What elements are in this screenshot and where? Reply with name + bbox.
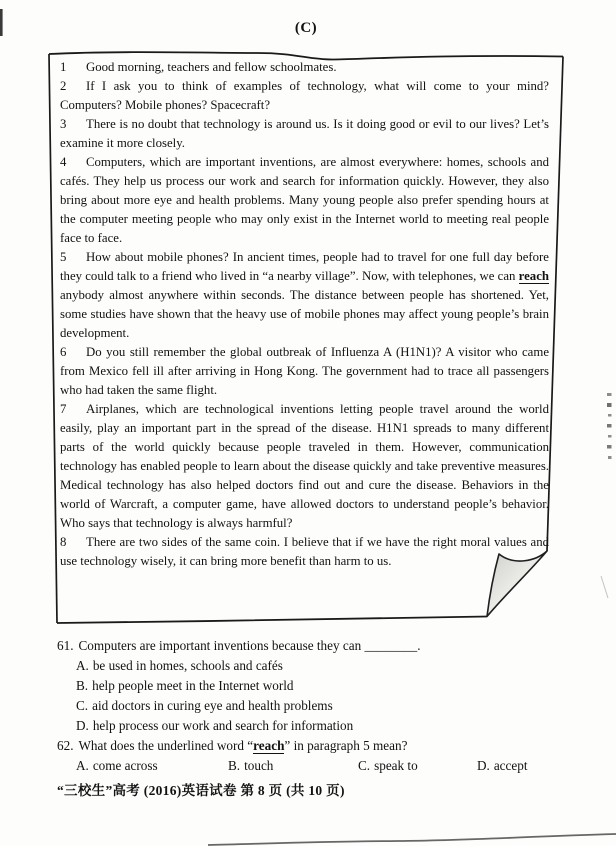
question-stem	[57, 736, 585, 756]
option-label: C.	[76, 698, 89, 713]
option-label: A.	[76, 658, 89, 673]
question-stem	[57, 636, 585, 656]
paragraph-number: 7	[60, 402, 67, 416]
option-label: D.	[477, 758, 490, 773]
passage-paragraph	[60, 58, 549, 77]
paragraph-text: Do you still remember the global outbreak of Influenza A (H1N1)? A visitor who came from Mexico fell ill after arriving in Hong Kong. The government had to trace all passengers who had taken the same flight.	[60, 345, 549, 397]
passage	[60, 58, 549, 571]
passage-paragraph	[60, 533, 549, 571]
option-text: accept	[493, 758, 528, 773]
paragraph-text: There is no doubt that technology is around us. Is it doing good or evil to our lives? Let’s examine it more closely.	[60, 117, 549, 150]
option-item	[57, 716, 585, 736]
underlined-word: reach	[518, 269, 549, 283]
option-label: C.	[358, 758, 371, 773]
paragraph-text: anybody almost anywhere within seconds. The distance between people has shortened. Yet, some studies have shown that the heavy use of mobile phones may affect young people’s brain development.	[60, 288, 549, 340]
passage-paragraph	[60, 400, 549, 533]
passage-paragraph	[60, 343, 549, 400]
paragraph-text: Computers, which are important inventions, are almost everywhere: homes, schools and cafés. They help us process our work and search for information quickly. However, they also bring about more eye and health problems. Many young people also prefer spending hours at the computer meeting people who may only exist in the Internet world to meeting real people face to face.	[60, 155, 549, 245]
option-label: D.	[76, 718, 89, 733]
paragraph-number: 6	[60, 345, 67, 359]
passage-paragraph	[60, 77, 549, 115]
paragraph-number: 4	[60, 155, 67, 169]
scan-edge-mark	[0, 9, 3, 36]
paragraph-number: 2	[60, 79, 67, 93]
passage-paragraph	[60, 248, 549, 343]
paragraph-text: There are two sides of the same coin. I believe that if we have the right moral values and use technology wisely, it can bring more benefit than harm to us.	[60, 535, 549, 568]
page-footer: “三校生”高考 (2016)英语试卷 第 8 页 (共 10 页)	[57, 783, 345, 798]
paragraph-number: 8	[60, 535, 67, 549]
scan-dashes	[607, 393, 612, 459]
option-text: touch	[244, 758, 274, 773]
option-text: speak to	[374, 758, 418, 773]
option-item	[57, 656, 585, 676]
option-text: come across	[92, 758, 158, 773]
paragraph-number: 5	[60, 250, 67, 264]
passage-paragraph	[60, 115, 549, 153]
paragraph-text: If I ask you to think of examples of technology, what will come to your mind? Computers? Mobile phones? Spacecraft?	[60, 79, 549, 112]
paragraph-text: Good morning, teachers and fellow schoolmates.	[86, 60, 337, 74]
paragraph-text: How about mobile phones? In ancient times, people had to travel for one full day before they could talk to a friend who lived in “a nearby village”. Now, with telephones, we can	[60, 250, 549, 283]
question-block	[57, 736, 585, 776]
paragraph-number: 1	[60, 60, 67, 74]
option-label: B.	[76, 678, 89, 693]
question-options	[57, 756, 585, 776]
passage-paragraph	[60, 153, 549, 248]
question-options	[57, 656, 585, 736]
option-text: be used in homes, schools and cafés	[92, 658, 283, 673]
option-item	[358, 756, 477, 776]
option-label: B.	[228, 758, 241, 773]
option-text: aid doctors in curing eye and health problems	[92, 698, 333, 713]
stem-text: ” in paragraph 5 mean?	[284, 738, 408, 753]
option-item	[57, 676, 585, 696]
option-label: A.	[76, 758, 89, 773]
stem-text: What does the underlined word “	[78, 738, 254, 753]
option-item	[76, 756, 228, 776]
option-text: help process our work and search for information	[92, 718, 354, 733]
option-item	[477, 756, 528, 776]
paragraph-number: 3	[60, 117, 67, 131]
question-block	[57, 636, 585, 736]
section-label: (C)	[294, 20, 318, 36]
option-item	[228, 756, 358, 776]
question-number: 62.	[57, 738, 74, 753]
questions	[57, 636, 585, 776]
option-item	[57, 696, 585, 716]
stem-text: Computers are important inventions because they can ________.	[78, 638, 421, 653]
page-edge-shadow	[208, 834, 616, 845]
question-number: 61.	[57, 638, 74, 653]
paragraph-text: Airplanes, which are technological inventions letting people travel around the world easily, play an important part in the spread of the disease. H1N1 spreads to many different parts of the world quickly because people traveled in them. However, communication technology has enabled people to learn about the disease quickly and take preventive measures. Medical technology has also helped doctors find out and cure the disease. Behaviors in the world of Warcraft, a computer game, have allowed doctors to understand people’s behavior. Who says that technology is always harmful?	[60, 402, 549, 530]
underlined-word: reach	[253, 738, 285, 753]
scan-speck	[601, 576, 608, 598]
option-text: help people meet in the Internet world	[92, 678, 294, 693]
